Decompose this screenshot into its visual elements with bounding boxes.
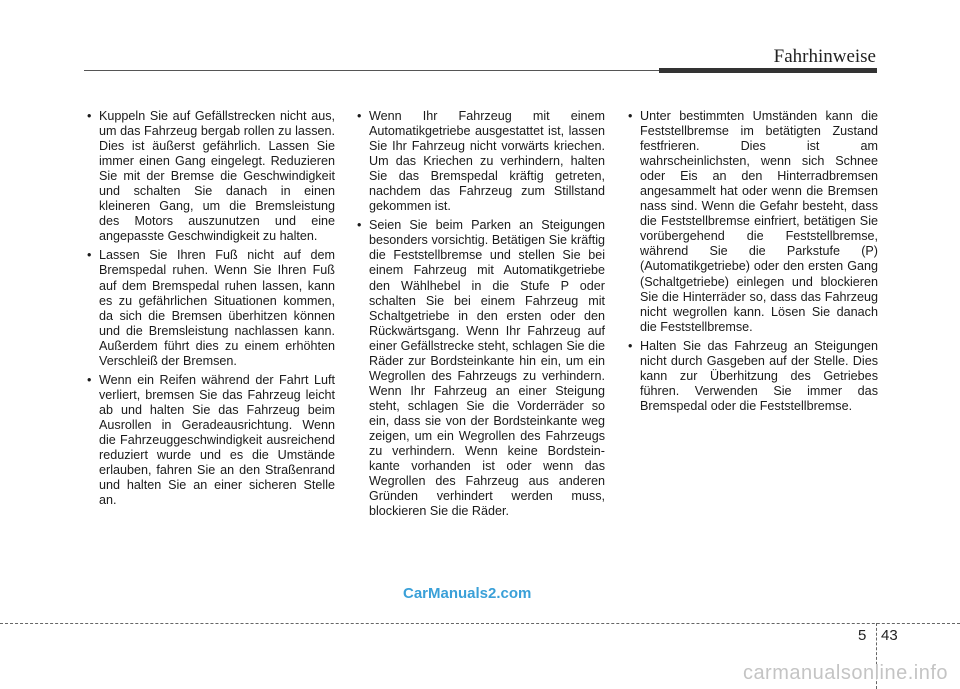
text-column-2: [354, 109, 605, 523]
bullet-item: • Halten Sie das Fahrzeug an Steigungen nicht durch Gasgeben auf der Stelle. Dies kann zur Überhitzung des Getriebes führen. Verwenden Sie immer das Bremspedal oder die Feststellbremse.: [628, 338, 878, 413]
footer-divider: [0, 623, 960, 624]
bullet-item: • Unter bestimmten Umständen kann die Feststellbremse im betätigten Zustand festfrieren. Dies ist am wahrscheinlichsten, wenn sich Schnee oder Eis an den Hinterradbremsen angesammelt hat oder wenn die Bremsen nass sind. Wenn die Gefahr besteht, dass die Feststellbremse einfriert, betätigen Sie vorübergehend die Feststellbremse, während Sie die Parkstufe (P) (Automatikgetriebe) oder den ersten Gang (Schaltgetriebe) einlegen und blockieren Sie die Hinterräder so, dass das Fahrzeug nicht wegrollen kann. Lösen Sie danach die Feststellbremse.: [628, 109, 878, 334]
bullet-dot-icon: •: [87, 372, 92, 387]
bullet-dot-icon: •: [628, 338, 633, 353]
text-column-1: [84, 109, 335, 512]
bullet-dot-icon: •: [87, 109, 92, 123]
footer-site-watermark: carmanualsonline.info: [742, 662, 948, 684]
header-rule-accent: [659, 68, 877, 73]
bullet-item: • Wenn Ihr Fahrzeug mit einem Automatikgetriebe ausgestattet ist, lassen Sie Ihr Fahrzeug nicht vorwärts kriechen. Um das Kriechen zu verhindern, halten Sie das Bremspedal kräftig getreten, nachdem das Fahrzeug zum Stillstand gekommen ist.: [357, 109, 605, 214]
text-column-3: [625, 109, 878, 418]
header-rule: [84, 70, 659, 71]
watermark-link[interactable]: CarManuals2.com: [403, 585, 532, 602]
section-title: Fahrhinweise: [773, 46, 876, 67]
bullet-dot-icon: •: [357, 218, 362, 233]
bullet-item: • Seien Sie beim Parken an Steigungen besonders vorsichtig. Betätigen Sie kräftig die Feststellbremse und stellen Sie bei einem Fahrzeug mit Automatikgetriebe den Wählhebel in die Stufe P oder schalten Sie bei einem Fahrzeug mit Schaltgetriebe in den ersten oder den Rückwärtsgang. Wenn Ihr Fahrzeug auf einer Gefällstrecke steht, schlagen Sie die Räder zur Bordsteinkante hin ein, um ein Wegrollen des Fahrzeugs zu verhindern. Wenn Ihr Fahrzeug an einer Steigung steht, schlagen Sie die Vorderräder so ein, dass sie von der Bordsteinkante weg zeigen, um ein Wegrollen des Fahrzeugs zu verhindern. Wenn keine Bordstein-kante vorhanden ist oder wenn das Wegrollen des Fahrzeug aus anderen Gründen verhindert werden muss, blockieren Sie die Räder.: [357, 218, 605, 519]
bullet-item: • Wenn ein Reifen während der Fahrt Luft verliert, bremsen Sie das Fahrzeug leicht ab und halten Sie das Fahrzeug beim Ausrollen in Geradeausrichtung. Wenn die Fahrzeuggeschwindigkeit ausreichend reduziert wurde und es die Umstände erlauben, fahren Sie an den Straßenrand und halten Sie an einer sicheren Stelle an.: [87, 372, 335, 508]
bullet-item: • Kuppeln Sie auf Gefällstrecken nicht aus, um das Fahrzeug bergab rollen zu lassen. Dies ist äußerst gefährlich. Lassen Sie immer einen Gang eingelegt. Reduzieren Sie mit der Bremse die Geschwindigkeit und schalten Sie danach in einen kleineren Gang, um die Bremsleistung des Motors auszunutzen und eine angepasste Geschwindigkeit zu halten.: [87, 109, 335, 244]
bullet-item: • Lassen Sie Ihren Fuß nicht auf dem Bremspedal ruhen. Wenn Sie Ihren Fuß auf dem Bremspedal ruhen lassen, kann es zu gefährlichen Situationen kommen, da sich die Bremsen überhitzen können und die Bremsleistung nachlassen kann. Außerdem führt dies zu einem erhöhten Verschleiß der Bremsen.: [87, 248, 335, 368]
bullet-dot-icon: •: [628, 109, 633, 123]
bullet-dot-icon: •: [87, 248, 92, 263]
chapter-number: 5: [858, 627, 867, 644]
bullet-dot-icon: •: [357, 109, 362, 123]
page-number: 43: [881, 627, 898, 644]
